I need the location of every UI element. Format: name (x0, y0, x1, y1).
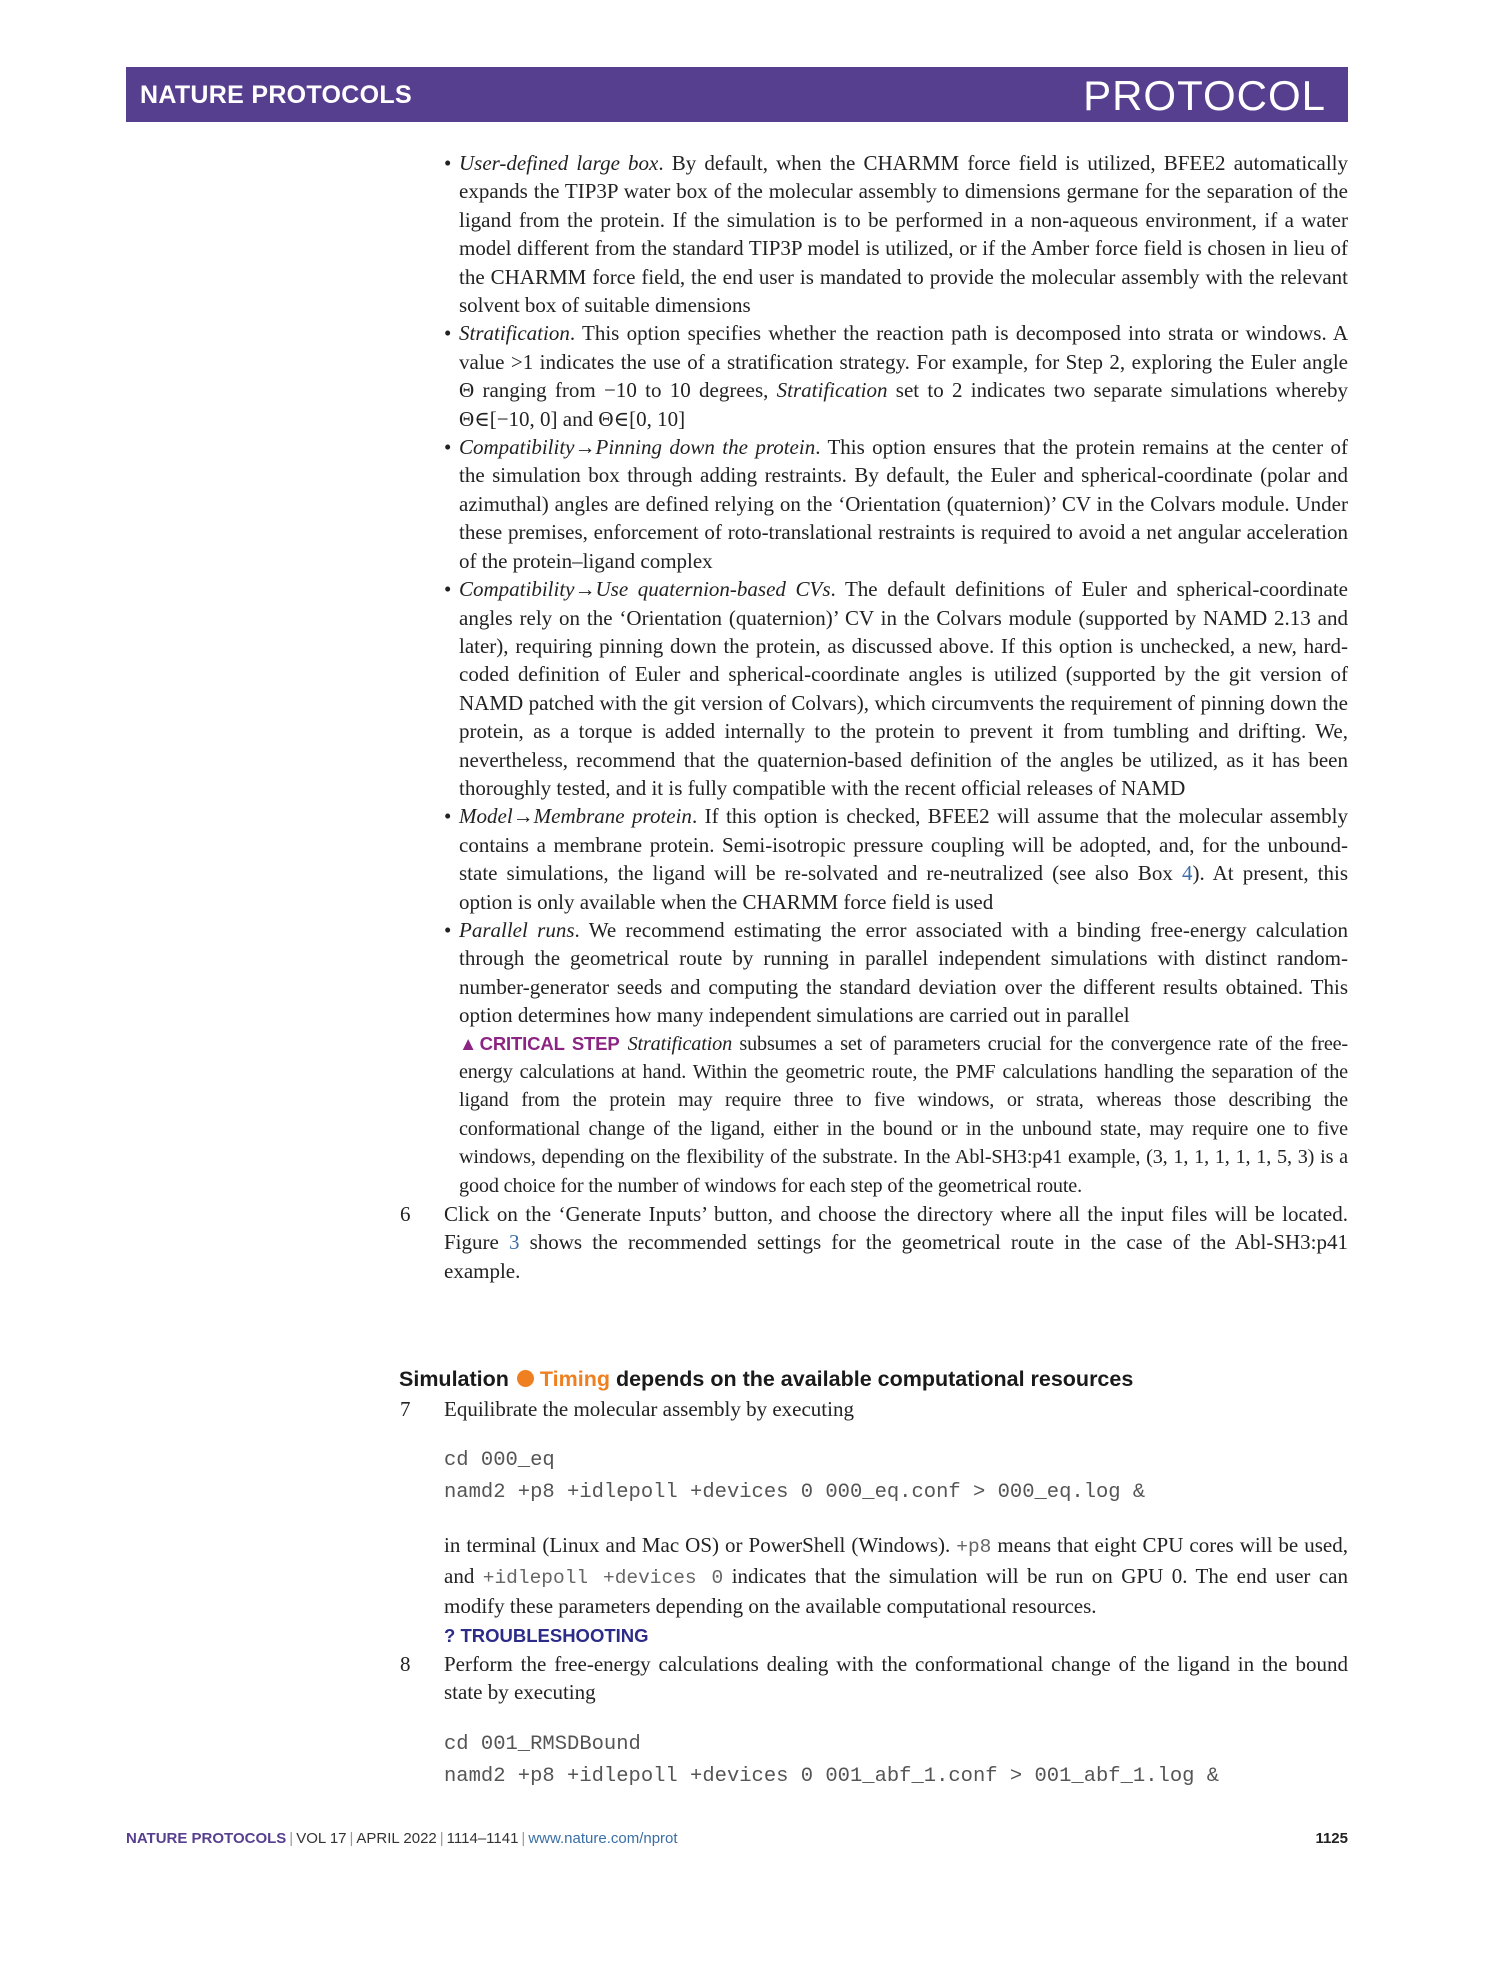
code-line: cd 000_eq (444, 1449, 555, 1473)
option-text: . We recommend estimating the error associated with a binding free-energy calculation through the geometrical route by running in parallel independent simulations with distinct random-number-generator seeds and computing the standard deviation over the different results obtained. This option determines how many independent simulations are carried out in parallel (459, 917, 1349, 1028)
option-pinning-down-protein (444, 433, 1348, 575)
box-4-link[interactable]: 4 (1181, 861, 1193, 886)
step-7-explanation (444, 1531, 1348, 1650)
inline-code: +idlepoll +devices 0 (482, 1566, 724, 1589)
article-type: PROTOCOL (1083, 72, 1326, 119)
bullet-dot: • (444, 435, 452, 460)
critical-step-note (444, 1030, 1348, 1200)
option-term: Compatibility→Pinning down the protein (459, 435, 816, 460)
footer-url-link[interactable]: www.nature.com/nprot (528, 1830, 678, 1847)
code-block-equilibration[interactable] (444, 1445, 1348, 1509)
option-text: set to 2 indicates two separate simulations whereby Θ∈[−10, 0] and Θ∈[0, 10] (459, 378, 1348, 431)
step-text: Equilibrate the molecular assembly by executing (444, 1397, 854, 1421)
option-text: . By default, when the CHARMM force field is utilized, BFEE2 automatically expands the TIP3P water box of the molecular assembly to dimensions germane for the separation of the ligand from the protein. If the simulation is to be performed in a non-aqueous environment, if a water model different from the standard TIP3P model is utilized, or if the Amber force field is chosen in lieu of the CHARMM force field, the end user is mandated to provide the molecular assembly with the relevant solvent box of suitable dimensions (459, 151, 1348, 318)
step-text: Perform the free-energy calculations dealing with the conformational change of the ligand in the bound state by executing (444, 1652, 1348, 1705)
footer-date: APRIL 2022 (356, 1830, 437, 1847)
step-text: shows the recommended settings for the geometrical route in the case of the Abl-SH3:p41 example. (444, 1230, 1348, 1283)
timing-label: Timing (539, 1367, 610, 1391)
option-text: . This option specifies whether the reaction path is decomposed into strata or windows. A value >1 indicates the use of a stratification strategy. For example, for Step 2, exploring the Euler angle Θ ranging from −10 to 10 degrees, (459, 321, 1348, 403)
option-term-inline: Stratification (776, 378, 888, 403)
footer-volume: VOL 17 (296, 1830, 347, 1847)
step-number: 8 (400, 1652, 411, 1677)
journal-name: NATURE PROTOCOLS (140, 81, 412, 109)
option-text: . If this option is checked, BFEE2 will assume that the molecular assembly contains a membrane protein. Semi-isotropic pressure coupling will be adopted, and, for the unbound-state simulations, the ligand will be re-solvated and re-neutralized (see also Box (459, 804, 1348, 886)
step-6 (400, 1200, 1348, 1285)
critical-text: subsumes a set of parameters crucial for the convergence rate of the free-energy calculations at hand. Within the geometric route, the PMF calculations handling the separation of the ligand from the protein may require three to five windows, or strata, whereas those describing the conformational change of the ligand, either in the bound or in the unbound state, may require one to five windows, depending on the flexibility of the substrate. In the Abl-SH3:p41 example, (3, 1, 1, 1, 1, 1, 5, 3) is a good choice for the number of windows for each step of the geometrical route. (459, 1032, 1349, 1197)
option-term: User-defined large box (459, 151, 659, 175)
footer-separator: | (439, 1830, 444, 1847)
step-7 (400, 1395, 1348, 1423)
footer-pages: 1114–1141 (446, 1830, 519, 1847)
option-text: . The default definitions of Euler and spherical-coordinate angles rely on the ‘Orientation (quaternion)’ CV in the Colvars module (supported by NAMD 2.13 and later), requiring pinning down the protein, as discussed above. If this option is unchecked, a new, hard-coded definition of Euler and spherical-coordinate angles is utilized (supported by the git version of NAMD patched with the git version of Colvars), which circumvents the requirement of pinning down the protein, as a torque is added internally to the protein to prevent it from tumbling and drifting. We, nevertheless, recommend that the quaternion-based definition of the angles be utilized, as it has been thoroughly tested, and it is fully compatible with the recent official releases of NAMD (459, 577, 1348, 800)
bullet-dot: • (444, 577, 452, 602)
option-text: . This option ensures that the protein remains at the center of the simulation box through adding restraints. By default, the Euler and spherical-coordinate (polar and azimuthal) angles are defined relying on the ‘Orientation (quaternion)’ CV in the Colvars module. Under these premises, enforcement of roto-translational restraints is required to avoid a net angular acceleration of the protein–ligand complex (459, 435, 1348, 573)
option-stratification (444, 319, 1348, 433)
bullet-dot: • (444, 321, 452, 346)
step-text: means that eight CPU cores will be used, and (444, 1533, 1348, 1588)
bullet-dot: • (444, 917, 452, 942)
step-number: 7 (400, 1397, 411, 1421)
option-term: Compatibility→Use quaternion-based CVs (459, 577, 831, 602)
option-quaternion-cvs (444, 575, 1348, 802)
footer-journal: NATURE PROTOCOLS (126, 1830, 287, 1847)
step-number: 6 (400, 1202, 411, 1227)
critical-term: Stratification (627, 1032, 733, 1055)
code-line: cd 001_RMSDBound (444, 1732, 641, 1756)
option-membrane-protein (444, 802, 1348, 916)
option-term: Model→Membrane protein (459, 804, 692, 829)
footer-separator: | (521, 1830, 526, 1847)
option-text: ). At present, this option is only available when the CHARMM force field is used (459, 861, 1348, 914)
option-parallel-runs (444, 916, 1348, 1030)
page-number: 1125 (1315, 1830, 1348, 1847)
code-line: namd2 +p8 +idlepoll +devices 0 001_abf_1.conf > 001_abf_1.log & (444, 1764, 1220, 1788)
simulation-steps (400, 1395, 1348, 1793)
inline-code: +p8 (956, 1536, 992, 1559)
code-line: namd2 +p8 +idlepoll +devices 0 000_eq.conf > 000_eq.log & (444, 1481, 1146, 1505)
option-term: Stratification (459, 321, 570, 346)
code-block-rmsd-bound[interactable] (444, 1729, 1348, 1793)
footer-separator: | (289, 1830, 294, 1847)
troubleshooting-link[interactable]: ? TROUBLESHOOTING (444, 1624, 649, 1646)
footer-separator: | (349, 1830, 354, 1847)
figure-3-link[interactable]: 3 (508, 1230, 520, 1255)
option-user-defined-large-box (444, 149, 1348, 319)
simulation-section-heading (399, 1367, 1349, 1392)
timing-text: depends on the available computational resources (615, 1367, 1134, 1391)
bullet-dot: • (444, 804, 452, 829)
step-text: indicates that the simulation will be run on GPU 0. The end user can modify these parameters depending on the available computational resources. (444, 1563, 1348, 1619)
page-footer (126, 1830, 1348, 1847)
option-term: Parallel runs (459, 917, 575, 942)
bullet-dot: • (444, 151, 452, 175)
body-content (400, 149, 1349, 1285)
timing-circle-icon (517, 1370, 534, 1387)
journal-header-bar (126, 67, 1348, 122)
step-text: in terminal (Linux and Mac OS) or PowerShell (Windows). (444, 1533, 957, 1558)
section-title: Simulation (399, 1367, 509, 1391)
step-text: Click on the ‘Generate Inputs’ button, and choose the directory where all the input files will be located. Figure (444, 1202, 1348, 1255)
step-8 (400, 1650, 1348, 1707)
critical-step-label: ▲CRITICAL STEP (459, 1032, 620, 1054)
